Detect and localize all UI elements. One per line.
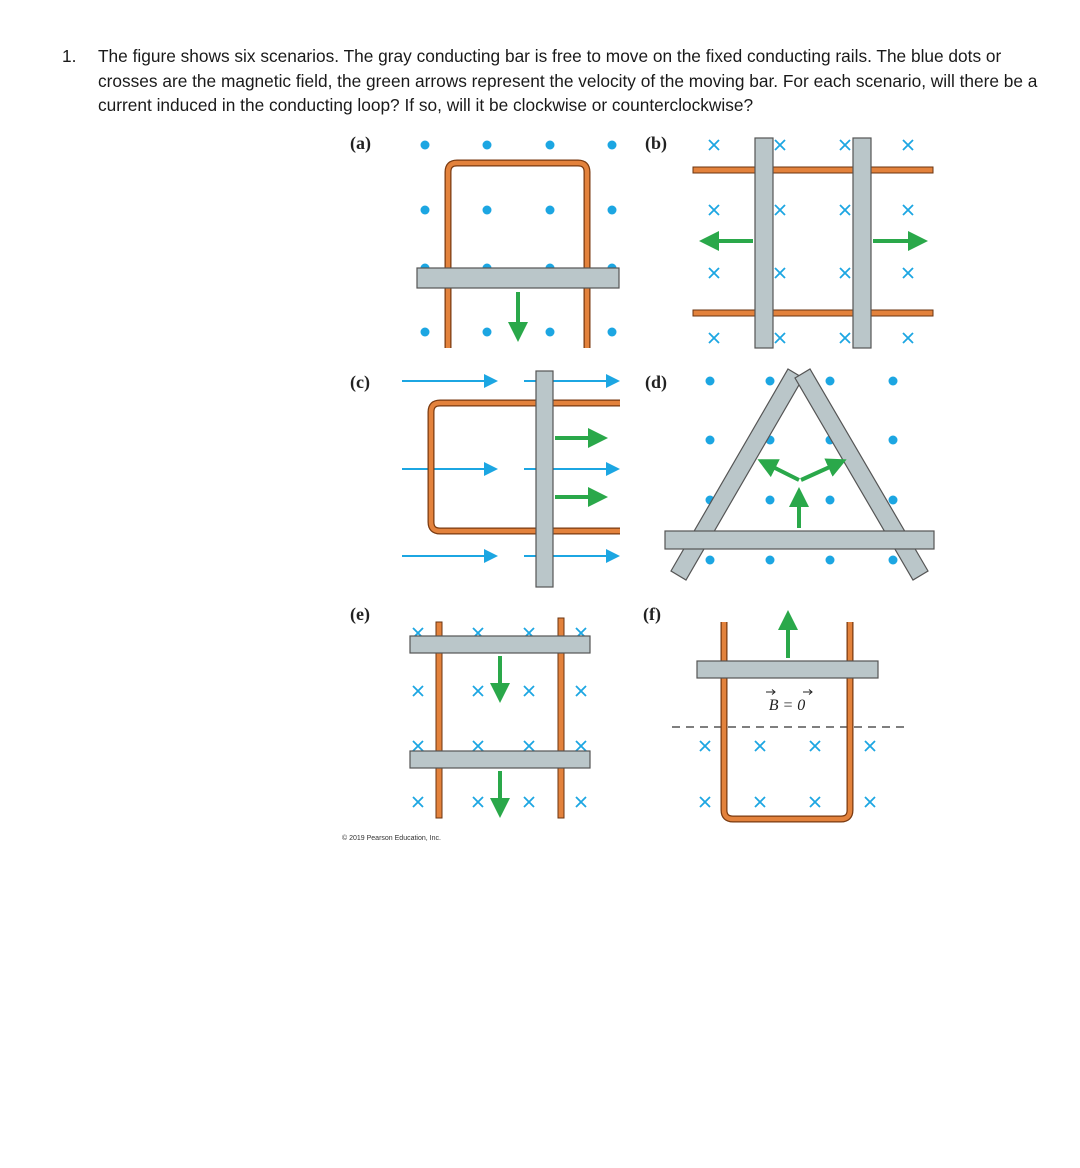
velocity-arrow-d-left [761,461,799,480]
panel-label-b: (b) [645,133,667,153]
panel-c [350,371,620,587]
vector-arrow-marks [766,690,812,695]
right-bar-b [853,138,871,348]
field-zero-label: B = 0 [768,697,806,714]
panel-b [645,133,933,348]
moving-bar-f [697,661,878,678]
top-bar-e [410,636,590,653]
top-rail-b [693,167,933,173]
moving-bar-c [536,371,553,587]
moving-bar-a [417,268,619,288]
moving-bar-d [665,531,934,549]
panel-a [350,133,619,348]
bottom-bar-e [410,751,590,768]
panel-e [350,604,590,818]
panel-label-c: (c) [350,372,370,392]
question-text: The figure shows six scenarios. The gray conducting bar is free to move on the fixed conducting rails. The blue dots or crosses are the magnetic field, the green arrows represent the velocity of the moving bar. For each scenario, will there be a current induced in the conducting loop? If so, will it be clockwise or counterclockwise? [98,46,1038,115]
panel-f [643,604,905,819]
left-bar-b [755,138,773,348]
panel-label-e: (e) [350,604,370,624]
copyright: © 2019 Pearson Education, Inc. [342,835,441,842]
velocity-arrow-d-right [801,461,843,480]
panel-label-d: (d) [645,372,667,392]
panel-label-f: (f) [643,604,661,624]
question-number: 1. [62,46,77,66]
loop-c [431,403,620,531]
bottom-rail-b [693,310,933,316]
panel-d [645,369,934,580]
panel-label-a: (a) [350,133,371,153]
